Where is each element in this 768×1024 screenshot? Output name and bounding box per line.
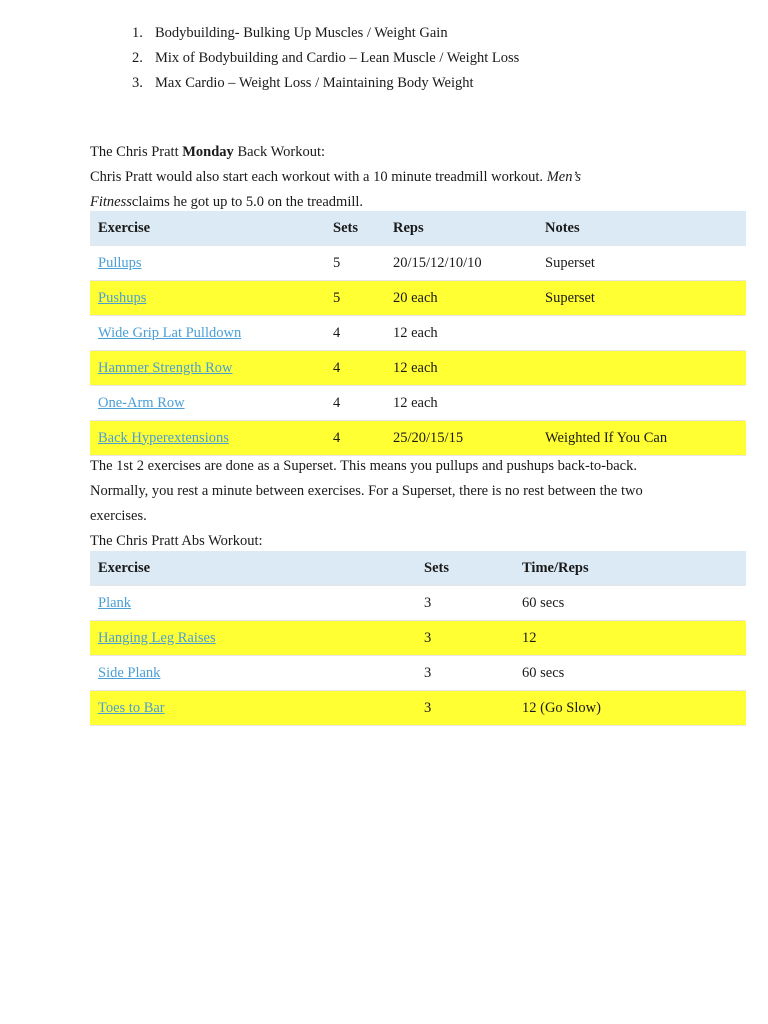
goal-item (132, 49, 519, 74)
exercise-link[interactable]: Side Plank (98, 664, 161, 681)
superset-note: The 1st 2 exercises are done as a Superset. This means you pullups and pushups back-to-back. Normally, you rest a minute between exercises. For a Superset, there is no rest between the two exercises. (90, 458, 643, 524)
table-row (90, 246, 746, 281)
goal-number: 2. (132, 50, 143, 66)
sets-cell: 4 (325, 351, 385, 386)
magazine-name: Men’s (546, 169, 582, 185)
column-header: Reps (385, 211, 537, 246)
notes-cell: Superset (537, 281, 746, 316)
table-row (90, 656, 746, 691)
goal-item (132, 74, 519, 99)
sets-cell: 4 (325, 386, 385, 421)
exercise-link[interactable]: Hanging Leg Raises (98, 629, 216, 646)
time-cell: 60 secs (514, 586, 746, 621)
intro-text: claims he got up to 5.0 on the treadmill. (131, 194, 364, 210)
exercise-link[interactable]: Hammer Strength Row (98, 359, 233, 376)
column-header: Notes (537, 211, 746, 246)
goal-text: Bodybuilding- Bulking Up Muscles / Weight Gain (155, 25, 448, 41)
reps-cell: 20 each (385, 281, 537, 316)
exercise-link[interactable]: Plank (98, 594, 132, 611)
column-header: Sets (416, 551, 514, 586)
table-row (90, 586, 746, 621)
column-header: Exercise (90, 211, 325, 246)
notes-cell (537, 386, 746, 421)
intro-text: Chris Pratt would also start each workout with a 10 minute treadmill workout. (90, 169, 547, 185)
table-row (90, 691, 746, 726)
notes-cell (537, 351, 746, 386)
notes-cell (537, 316, 746, 351)
time-cell: 60 secs (514, 656, 746, 691)
table-header-row (90, 211, 746, 246)
heading-text: Back Workout: (233, 144, 326, 160)
goal-text: Mix of Bodybuilding and Cardio – Lean Muscle / Weight Loss (155, 50, 520, 66)
sets-cell: 4 (325, 316, 385, 351)
table-row (90, 621, 746, 656)
back-workout-heading (90, 140, 750, 165)
column-header: Exercise (90, 551, 416, 586)
table-row (90, 316, 746, 351)
sets-cell: 3 (416, 586, 514, 621)
heading-day: Monday (182, 144, 234, 160)
abs-workout-table (90, 551, 746, 726)
exercise-link[interactable]: One-Arm Row (98, 394, 185, 411)
sets-cell: 3 (416, 656, 514, 691)
table-row (90, 281, 746, 316)
goal-text: Max Cardio – Weight Loss / Maintaining Body Weight (155, 75, 474, 91)
sets-cell: 3 (416, 691, 514, 726)
table-row (90, 386, 746, 421)
exercise-link[interactable]: Pushups (98, 289, 147, 306)
goal-number: 1. (132, 25, 143, 41)
notes-cell: Superset (537, 246, 746, 281)
reps-cell: 12 each (385, 386, 537, 421)
heading-text: The Chris Pratt (90, 144, 183, 160)
magazine-name: Fitness (90, 194, 132, 210)
time-cell: 12 (Go Slow) (514, 691, 746, 726)
notes-cell: Weighted If You Can (537, 421, 746, 456)
reps-cell: 20/15/12/10/10 (385, 246, 537, 281)
reps-cell: 12 each (385, 351, 537, 386)
goal-number: 3. (132, 75, 143, 91)
exercise-link[interactable]: Wide Grip Lat Pulldown (98, 324, 242, 341)
sets-cell: 3 (416, 621, 514, 656)
reps-cell: 25/20/15/15 (385, 421, 537, 456)
exercise-link[interactable]: Toes to Bar (98, 699, 165, 716)
goal-list (132, 24, 519, 99)
table-row (90, 421, 746, 456)
sets-cell: 5 (325, 281, 385, 316)
back-workout-table (90, 211, 746, 456)
goal-item (132, 24, 519, 49)
exercise-link[interactable]: Pullups (98, 254, 142, 271)
exercise-link[interactable]: Back Hyperextensions (98, 429, 229, 446)
sets-cell: 5 (325, 246, 385, 281)
abs-workout-heading: The Chris Pratt Abs Workout: (90, 533, 263, 549)
column-header: Time/Reps (514, 551, 746, 586)
back-workout-intro (90, 165, 750, 215)
table-header-row (90, 551, 746, 586)
table-row (90, 351, 746, 386)
column-header: Sets (325, 211, 385, 246)
reps-cell: 12 each (385, 316, 537, 351)
time-cell: 12 (514, 621, 746, 656)
sets-cell: 4 (325, 421, 385, 456)
